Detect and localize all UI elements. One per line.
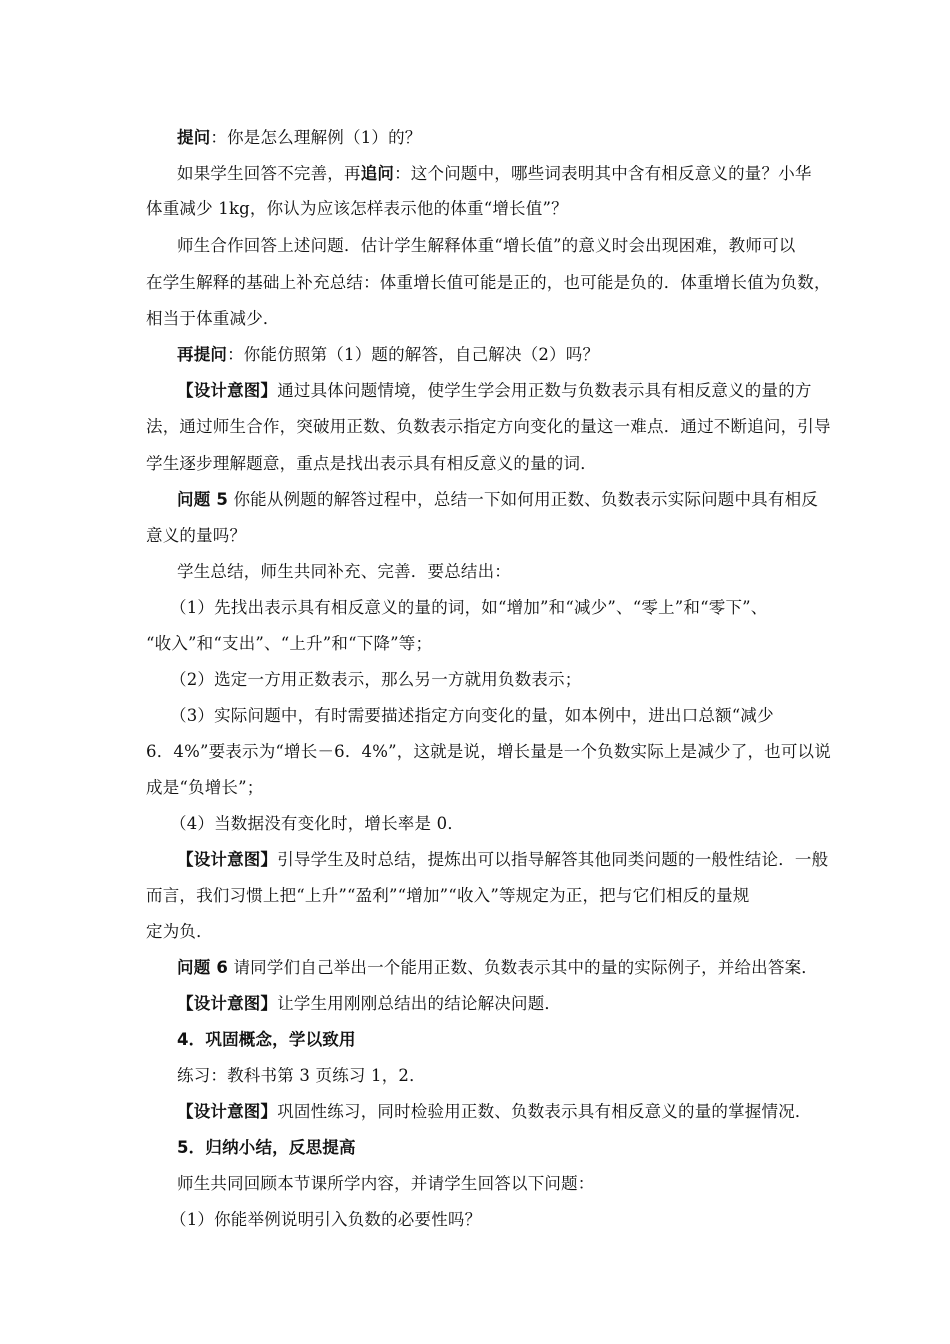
paragraph-line: 6．4%”要表示为“增长－6．4%”，这就是说，增长量是一个负数实际上是减少了，也可以说 (146, 742, 831, 761)
paragraph-line: 相当于体重减少． (146, 309, 280, 328)
section-heading: 4．巩固概念，学以致用 (177, 1030, 356, 1049)
paragraph-problem-6 (177, 957, 818, 979)
bold-label: 问题 6 (177, 958, 229, 977)
paragraph-question (177, 127, 422, 149)
bold-label: 问题 5 (177, 490, 229, 509)
bold-label: 【设计意图】 (177, 1102, 278, 1121)
section-heading: 5．归纳小结，反思提高 (177, 1138, 356, 1157)
paragraph-design-intent (177, 849, 828, 871)
paragraph-design-intent (177, 380, 812, 402)
paragraph-line: 师生共同回顾本节课所学内容，并请学生回答以下问题： (177, 1174, 595, 1193)
paragraph-follow-up (177, 163, 812, 185)
list-item: （2）选定一方用正数表示，那么另一方就用负数表示； (170, 670, 582, 689)
paragraph-design-intent (177, 1101, 812, 1123)
list-item: （1）先找出表示具有相反意义的量的词，如“增加”和“减少”、“零上”和“零下”、 (170, 598, 768, 617)
paragraph-line: 定为负． (146, 922, 213, 941)
paragraph-design-intent (177, 993, 561, 1015)
paragraph-line: 体重减少 1kg，你认为应该怎样表示他的体重“增长值”？ (146, 199, 568, 218)
text: 巩固性练习，同时检验用正数、负数表示具有相反意义的量的掌握情况． (277, 1102, 812, 1121)
paragraph-line: 学生逐步理解题意，重点是找出表示具有相反意义的量的词． (146, 454, 597, 473)
paragraph-line: 学生总结，师生共同补充、完善．要总结出： (177, 562, 511, 581)
paragraph-problem-5 (177, 489, 818, 511)
text: ：这个问题中，哪些词表明其中含有相反意义的量？小华 (394, 164, 812, 183)
paragraph-line: 法，通过师生合作，突破用正数、负数表示指定方向变化的量这一难点．通过不断追问，引导 (146, 417, 831, 436)
bold-label: 【设计意图】 (177, 381, 278, 400)
bold-label: 【设计意图】 (177, 994, 278, 1013)
list-item: （4）当数据没有变化时，增长率是 0． (170, 814, 465, 833)
list-item: （3）实际问题中，有时需要描述指定方向变化的量，如本例中，进出口总额“减少 (170, 706, 774, 725)
paragraph-line: 而言，我们习惯上把“上升”“盈利”“增加”“收入”等规定为正，把与它们相反的量规 (146, 886, 750, 905)
text: ：你能仿照第（1）题的解答，自己解决（2）吗？ (227, 345, 600, 364)
paragraph-line: “收入”和“支出”、“上升”和“下降”等； (146, 634, 433, 653)
text: 如果学生回答不完善，再 (177, 164, 361, 183)
paragraph-re-question (177, 344, 599, 366)
text: 引导学生及时总结，提炼出可以指导解答其他同类问题的一般性结论．一般 (277, 850, 829, 869)
bold-label: 追问 (360, 164, 395, 183)
text: 通过具体问题情境，使学生学会用正数与负数表示具有相反意义的量的方 (277, 381, 812, 400)
paragraph-line: 成是“负增长”； (146, 778, 264, 797)
text: 请同学们自己举出一个能用正数、负数表示其中的量的实际例子，并给出答案． (228, 958, 818, 977)
bold-label: 【设计意图】 (177, 850, 278, 869)
bold-label: 再提问 (177, 345, 228, 364)
paragraph-line: 练习：教科书第 3 页练习 1，2． (177, 1066, 426, 1085)
paragraph-line: 师生合作回答上述问题．估计学生解释体重“增长值”的意义时会出现困难，教师可以 (177, 236, 796, 255)
list-item: （1）你能举例说明引入负数的必要性吗？ (170, 1210, 482, 1229)
paragraph-line: 在学生解释的基础上补充总结：体重增长值可能是正的，也可能是负的．体重增长值为负数， (146, 273, 831, 292)
text: ：你是怎么理解例（1）的？ (210, 128, 422, 147)
text: 让学生用刚刚总结出的结论解决问题． (277, 994, 562, 1013)
bold-label: 提问 (177, 128, 211, 147)
paragraph-line: 意义的量吗？ (146, 526, 247, 545)
text: 你能从例题的解答过程中，总结一下如何用正数、负数表示实际问题中具有相反 (228, 490, 818, 509)
